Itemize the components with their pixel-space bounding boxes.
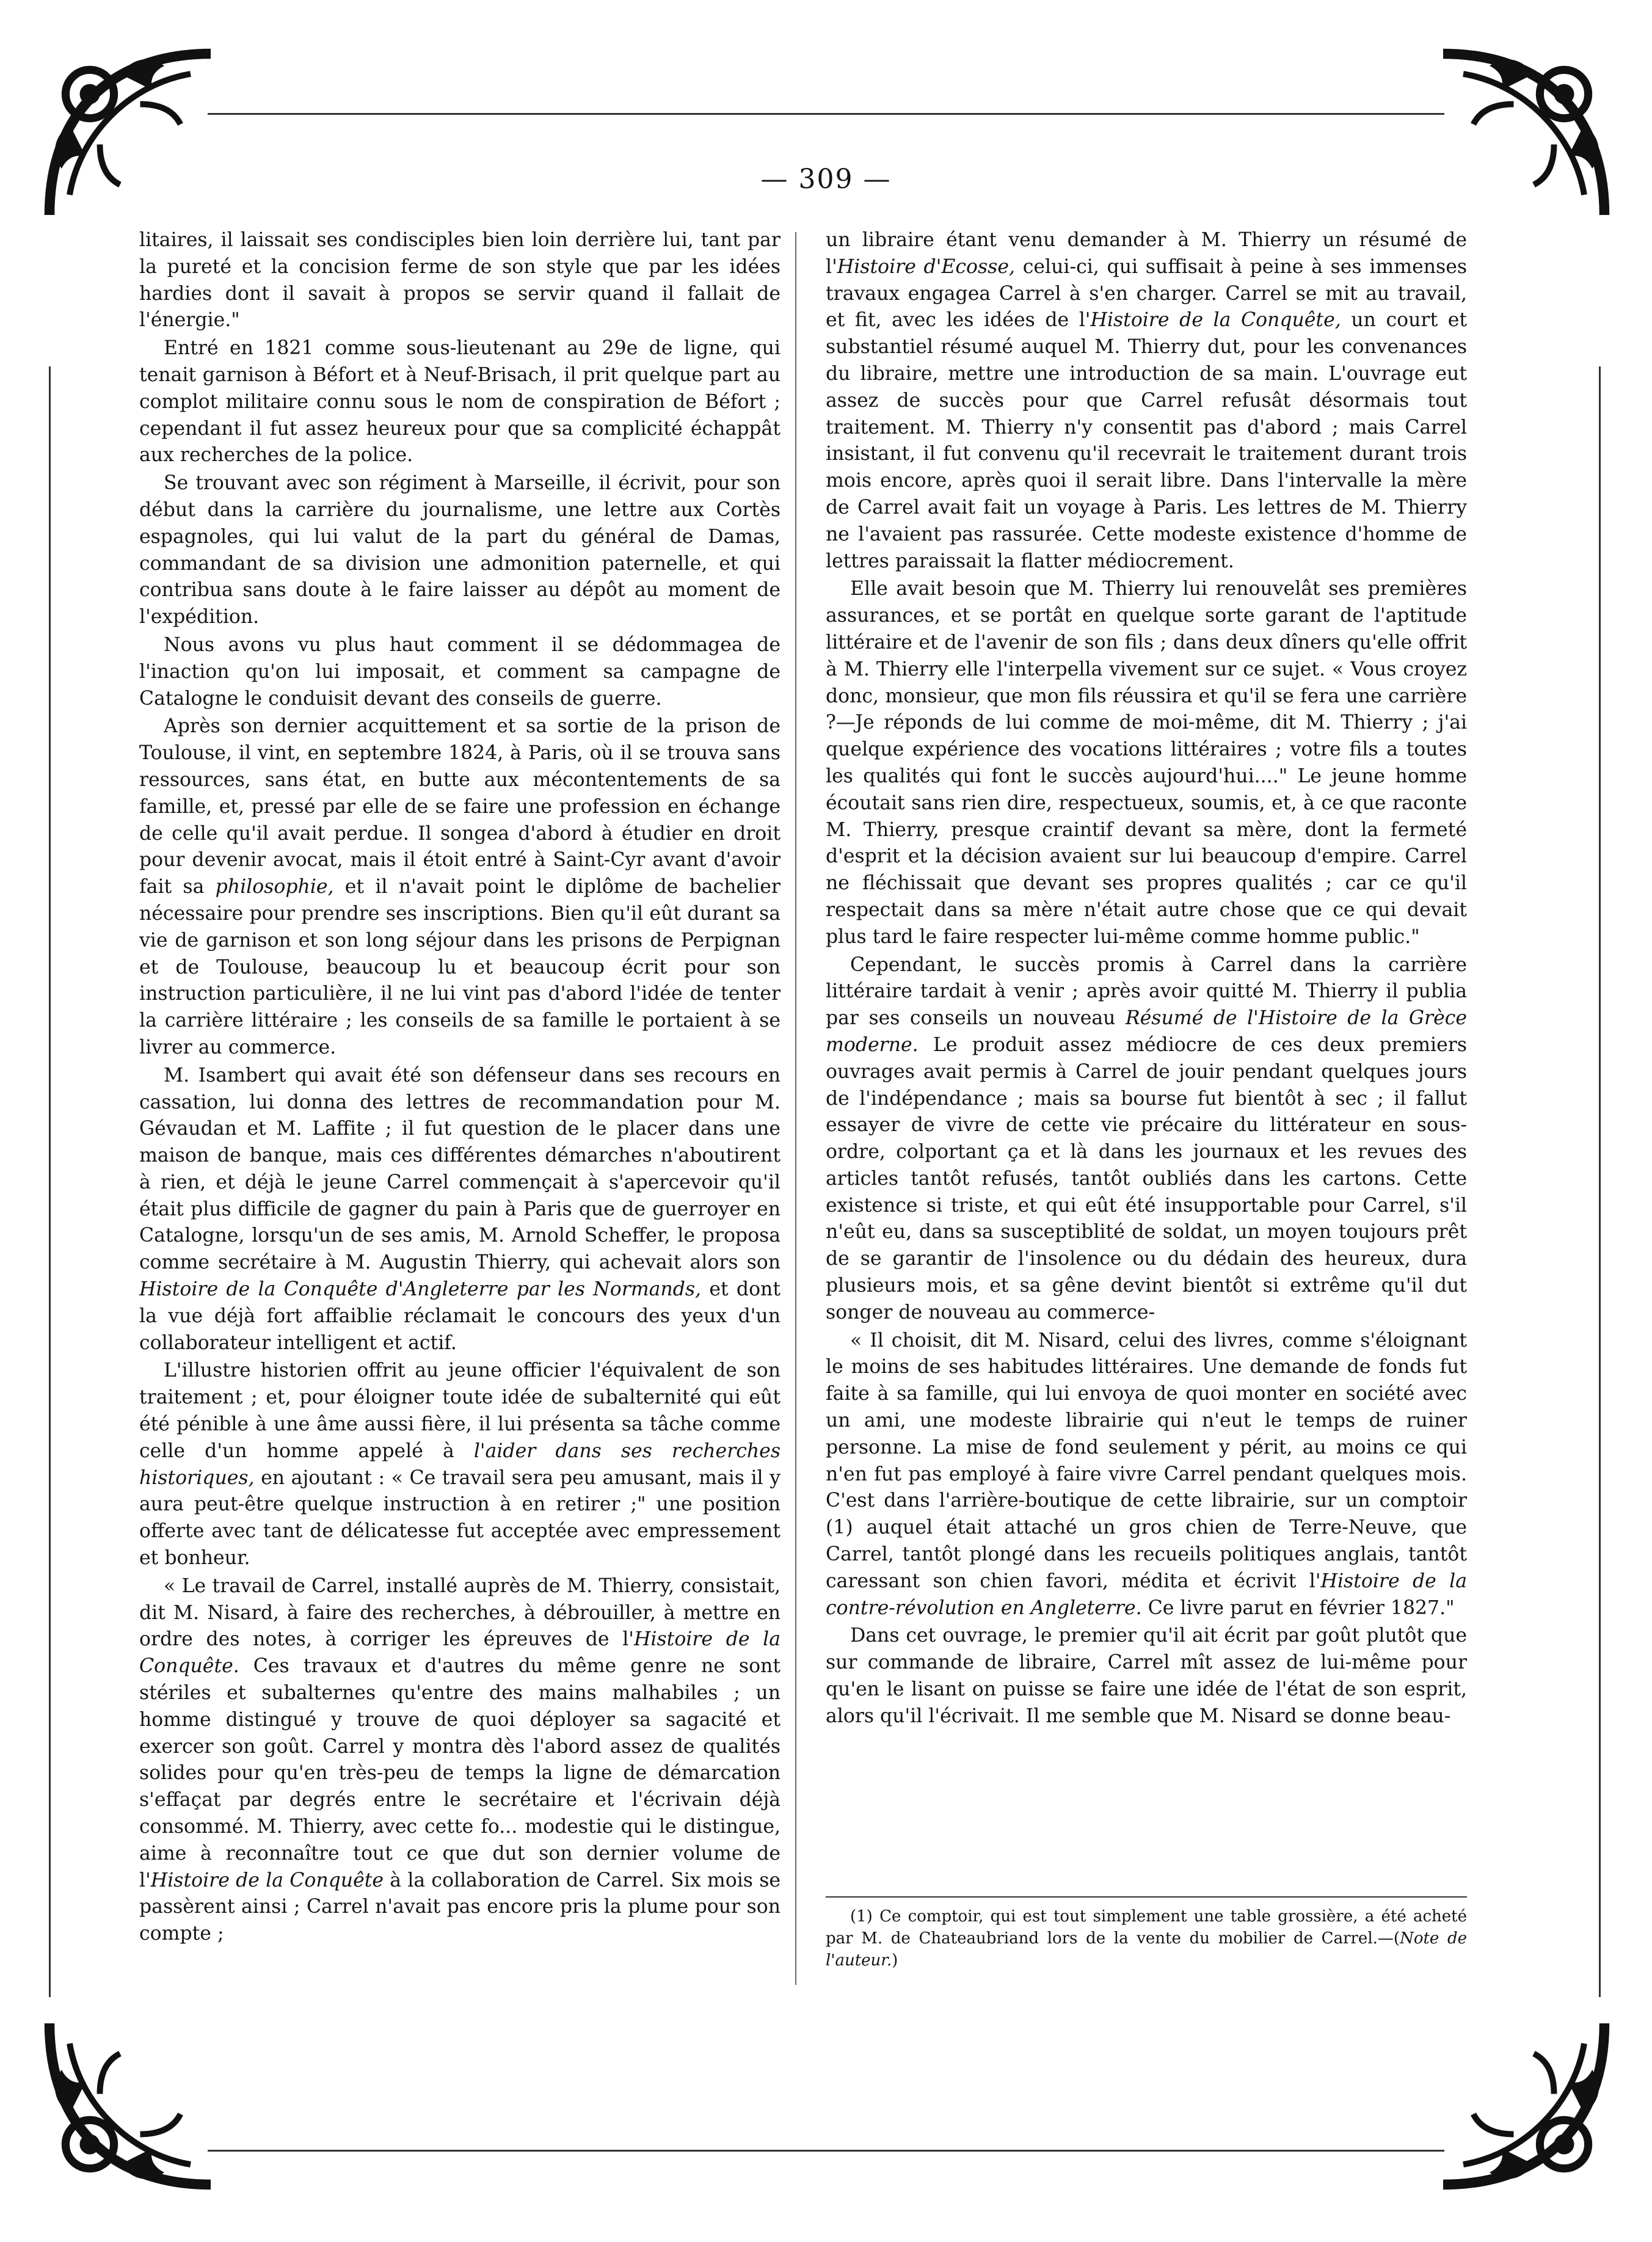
paragraph: litaires, il laissait ses condisciples bien loin derrière lui, tant par la pureté et la concision ferme de son style que par les idées hardies dont il savait à propos se servir quand il fallait de l'énergie." [139,229,781,332]
corner-ornament-top-left-icon [29,34,231,235]
paragraph: Elle avait besoin que M. Thierry lui renouvelât ses premières assurances, et se portât en quelque sorte garant de l'aptitude littéraire et de l'avenir de son fils ; dans deux dîners qu'elle offrit à M. Thierry elle l'interpella vivement sur ce sujet. « Vous croyez donc, monsieur, que mon fils réussira et qu'il se fera une carrière ?—Je réponds de lui comme de moi-même, dit M. Thierry ; j'ai quelque expérience des vocations littéraires ; votre fils a toutes les qualités qui font le succès aujourd'hui...." Le jeune homme écoutait sans rien dire, respectueux, soumis, et, à ce que raconte M. Thierry, presque craintif devant sa mère, dont la fermeté d'esprit et la décision avaient sur lui beaucoup d'empire. Carrel ne fléchissait que devant ses propres qualités ; car ce qu'il respectait dans sa mère n'était autre chose que ce qui devait plus tard le faire respecter lui-même comme homme public." [826,578,1467,948]
corner-ornament-bottom-left-icon [29,2003,231,2205]
paragraph: « Le travail de Carrel, installé auprès de M. Thierry, consistait, dit M. Nisard, à faire des recherches, à débrouiller, à mettre en ordre des notes, à corriger les épreuves de l'Histoire de la Conquête. Ces travaux et d'autres du même genre ne sont stériles et subalternes qu'entre des mains malhabiles ; un homme distingué y trouve de quoi déployer sa sagacité et exercer son goût. Carrel y montra dès l'abord assez de qualités solides pour qu'en très-peu de temps la ligne de démarcation s'effaçat par degrés entre le secrétaire et l'écrivain déjà consommé. M. Thierry, avec cette fo... modestie qui le distingue, aime à reconnaître tout ce que dut son dernier volume de l'Histoire de la Conquête à la collaboration de Carrel. Six mois se passèrent ainsi ; Carrel n'avait pas encore pris la plume pour son compte ; [139,1574,781,1945]
paragraph: M. Isambert qui avait été son défenseur dans ses recours en cassation, lui donna des lettres de recommandation pour M. Gévaudan et M. Laffite ; il fut question de le placer dans une maison de banque, mais ces différentes démarches n'aboutirent à rien, et déjà le jeune Carrel commençait à s'apercevoir qu'il était plus difficile de gagner du pain à Paris que de guerroyer en Catalogne, lorsqu'un de ses amis, M. Arnold Scheffer, le proposa comme secrétaire à M. Augustin Thierry, qui achevait alors son Histoire de la Conquête d'Angleterre par les Normands, et dont la vue déjà fort affaiblie réclamait le concours des yeux d'un collaborateur intelligent et actif. [139,1064,781,1354]
paragraph: Entré en 1821 comme sous-lieutenant au 29e de ligne, qui tenait garnison à Béfort et à Neuf-Brisach, il prit quelque part au complot militaire connu sous le nom de conspiration de Béfort ; cependant il fut assez heureux pour que sa complicité échappât aux recherches de la police. [139,337,781,467]
left-border-rule [49,366,51,1997]
paragraph: « Il choisit, dit M. Nisard, celui des livres, comme s'éloignant le moins de ses habitudes littéraires. Une demande de fonds fut faite à sa famille, qui lui envoya de quoi monter en société avec un ami, une modeste librairie qui n'eut le temps de ruiner personne. La mise de fond seulement y périt, au moins ce qui n'en fut pas employé à faire vivre Carrel pendant quelques mois. C'est dans l'arrière-boutique de cette librairie, sur un comptoir (1) auquel était attaché un gros chien de Terre-Neuve, que Carrel, tantôt plongé dans les recueils politiques anglais, tantôt caressant son chien favori, médita et écrivit l'Histoire de la contre-révolution en Angleterre. Ce livre parut en février 1827." [826,1329,1467,1619]
bottom-border-rule [208,2150,1444,2152]
paragraph: Se trouvant avec son régiment à Marseille, il écrivit, pour son début dans la carrière du journalisme, une lettre aux Cortès espagnoles, qui lui valut de la part du général de Damas, commandant de sa division une admonition paternelle, et qui contribua sans doute à le faire laisser au dépôt au moment de l'expédition. [139,472,781,628]
right-border-rule [1599,366,1601,1997]
corner-ornament-bottom-right-icon [1423,2003,1625,2205]
footnote: (1) Ce comptoir, qui est tout simplement une table grossière, a été acheté par M. de Chateaubriand lors de la vente du mobilier de Carrel.—(Note de l'auteur.) [826,1907,1467,1970]
paragraph: Dans cet ouvrage, le premier qu'il ait écrit par goût plutôt que sur commande de libraire, Carrel mît assez de lui-même pour qu'en le lisant on puisse se faire une idée de l'état de son esprit, alors qu'il l'écrivait. Il me semble que M. Nisard se donne beau- [826,1625,1467,1727]
right-column [826,227,1467,1731]
column-divider [795,232,796,1985]
left-column [139,227,781,1949]
top-border-rule [208,113,1444,115]
paragraph: Cependant, le succès promis à Carrel dans la carrière littéraire tardait à venir ; après avoir quitté M. Thierry il publia par ses conseils un nouveau Résumé de l'Histoire de la Grèce moderne. Le produit assez médiocre de ces deux premiers ouvrages avait permis à Carrel de jouir pendant quelques jours de l'indépendance ; mais sa bourse fut bientôt à sec ; il fallut essayer de vivre de cette vie précaire du littérateur en sous-ordre, colportant ça et là dans les journaux et les revues des articles tantôt refusés, tantôt oubliés dans les cartons. Cette existence si triste, et qui eût été insupportable pour Carrel, s'il n'eût eu, dans sa susceptiblité de soldat, un moyen toujours prêt de se garantir de l'insolence ou du dédain des heureux, dura plusieurs mois, et sa gêne devint bientôt si extrême qu'il dut songer de nouveau au commerce- [826,953,1467,1323]
corner-ornament-top-right-icon [1423,34,1625,235]
paragraph: Après son dernier acquittement et sa sortie de la prison de Toulouse, il vint, en septembre 1824, à Paris, où il se trouva sans ressources, sans état, en butte aux mécontentements de sa famille, et, pressé par elle de se faire une profession en échange de celle qu'il avait perdue. Il songea d'abord à étudier en droit pour devenir avocat, mais il étoit entré à Saint-Cyr avant d'avoir fait sa philosophie, et il n'avait point le diplôme de bachelier nécessaire pour prendre ses inscriptions. Bien qu'il eût durant sa vie de garnison et son long séjour dans les prisons de Perpignan et de Toulouse, beaucoup lu et beaucoup écrit pour son instruction particulière, il ne lui vint pas d'abord l'idée de tenter la carrière littéraire ; les conseils de sa famille le portaient à se livrer au commerce. [139,715,781,1058]
paragraph: un libraire étant venu demander à M. Thierry un résumé de l'Histoire d'Ecosse, celui-ci, qui suffisait à peine à ses immenses travaux engagea Carrel à s'en charger. Carrel se mit au travail, et fit, avec les idées de l'Histoire de la Conquête, un court et substantiel résumé auquel M. Thierry dut, pour les convenances du libraire, mettre une introduction de sa main. L'ouvrage eut assez de succès pour que Carrel refusât désormais tout traitement. M. Thierry n'y consentit pas d'abord ; mais Carrel insistant, il fut convenu qu'il recevrait le traitement durant trois mois encore, après quoi il serait libre. Dans l'intervalle la mère de Carrel avait fait un voyage à Paris. Les lettres de M. Thierry ne l'avaient pas rassurée. Cette modeste existence d'homme de lettres paraissait la flatter médiocrement. [826,229,1468,572]
paragraph: L'illustre historien offrit au jeune officier l'équivalent de son traitement ; et, pour éloigner toute idée de subalternité qui eût été pénible à une âme aussi fière, il lui présenta sa tâche comme celle d'un homme appelé à l'aider dans ses recherches historiques, en ajoutant : « Ce travail sera peu amusant, mais il y aura peut-être quelque instruction à en retirer ;" une position offerte avec tant de délicatesse fut acceptée avec empressement et bonheur. [139,1359,781,1570]
page-number: — 309 — [760,164,892,195]
footnote-rule [826,1896,1467,1898]
paragraph: Nous avons vu plus haut comment il se dédommagea de l'inaction qu'on lui imposait, et comment sa campagne de Catalogne le conduisit devant des conseils de guerre. [139,633,781,710]
